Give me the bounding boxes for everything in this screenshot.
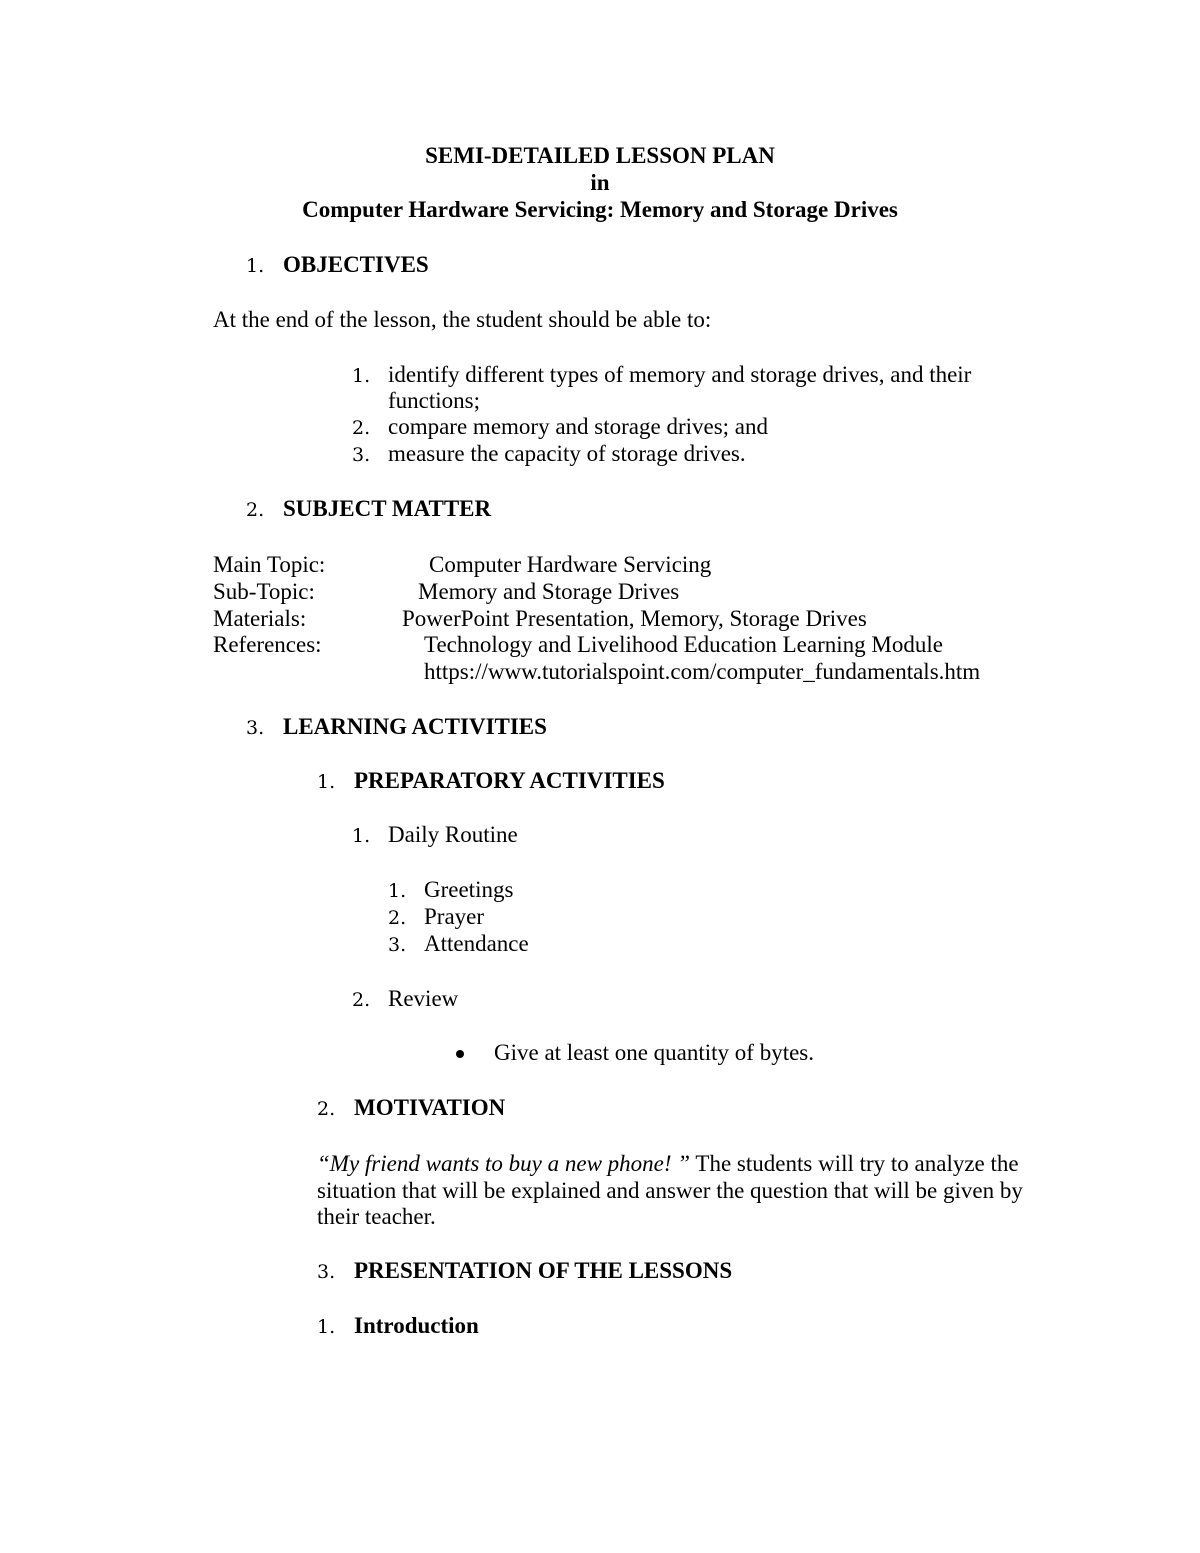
- objective-item: identify different types of memory and storage drives, and their: [388, 362, 972, 387]
- document-subtitle: Computer Hardware Servicing: Memory and Storage Drives: [302, 197, 898, 222]
- objectives-intro: At the end of the lesson, the student should be able to:: [213, 307, 712, 332]
- routine-number: 3.: [388, 934, 407, 956]
- section-number-subject-matter: 2.: [246, 499, 265, 521]
- review-bullet-text: Give at least one quantity of bytes.: [494, 1040, 815, 1065]
- motivation-paragraph-line: their teacher.: [317, 1204, 436, 1229]
- activity-review: Review: [388, 986, 459, 1011]
- subject-value: Technology and Livelihood Education Learning Module: [424, 632, 943, 657]
- subject-value: Memory and Storage Drives: [418, 579, 680, 604]
- section-heading-subject-matter: SUBJECT MATTER: [283, 496, 492, 521]
- subject-label: Materials:: [213, 606, 307, 631]
- activity-daily-routine: Daily Routine: [388, 822, 518, 847]
- subject-value: PowerPoint Presentation, Memory, Storage Drives: [402, 606, 867, 631]
- subsection-heading-presentation: PRESENTATION OF THE LESSONS: [354, 1258, 733, 1283]
- subsection-heading-preparatory: PREPARATORY ACTIVITIES: [354, 768, 665, 793]
- subsection-number-presentation: 3.: [317, 1261, 336, 1283]
- objective-number: 1.: [352, 365, 371, 387]
- objective-item: measure the capacity of storage drives.: [388, 441, 746, 466]
- presentation-step-introduction: Introduction: [354, 1313, 479, 1338]
- section-heading-learning-activities: LEARNING ACTIVITIES: [283, 714, 547, 739]
- objective-number: 2.: [352, 417, 371, 439]
- subsection-heading-motivation: MOTIVATION: [354, 1095, 506, 1120]
- routine-number: 1.: [388, 880, 407, 902]
- objective-number: 3.: [352, 444, 371, 466]
- subject-value: Computer Hardware Servicing: [429, 552, 712, 577]
- motivation-quote: “My friend wants to buy a new phone! ”: [317, 1151, 691, 1176]
- routine-item: Attendance: [424, 931, 529, 956]
- motivation-paragraph-line: [317, 1151, 1019, 1177]
- activity-number: 2.: [352, 989, 371, 1011]
- subject-label: References:: [213, 632, 322, 657]
- section-number-learning-activities: 3.: [246, 717, 265, 739]
- subject-label: Sub-Topic:: [213, 579, 315, 604]
- motivation-paragraph-line: situation that will be explained and answer the question that will be given by: [317, 1178, 1023, 1203]
- objective-item: compare memory and storage drives; and: [388, 414, 769, 439]
- objective-item-continued: functions;: [388, 388, 480, 413]
- subject-label: Main Topic:: [213, 552, 326, 577]
- section-number-objectives: 1.: [246, 255, 265, 277]
- section-heading-objectives: OBJECTIVES: [283, 252, 429, 277]
- subsection-number-motivation: 2.: [317, 1098, 336, 1120]
- routine-item: Prayer: [424, 904, 485, 929]
- bullet-icon: [456, 1050, 464, 1058]
- routine-item: Greetings: [424, 877, 514, 902]
- reference-url: https://www.tutorialspoint.com/computer_fundamentals.htm: [424, 659, 981, 684]
- routine-number: 2.: [388, 907, 407, 929]
- presentation-step-number: 1.: [317, 1316, 336, 1338]
- activity-number: 1.: [352, 825, 371, 847]
- document-title: SEMI-DETAILED LESSON PLAN: [425, 143, 775, 168]
- motivation-text: The students will try to analyze the: [690, 1151, 1019, 1176]
- document-title-connector: in: [590, 170, 610, 195]
- subsection-number-preparatory: 1.: [317, 771, 336, 793]
